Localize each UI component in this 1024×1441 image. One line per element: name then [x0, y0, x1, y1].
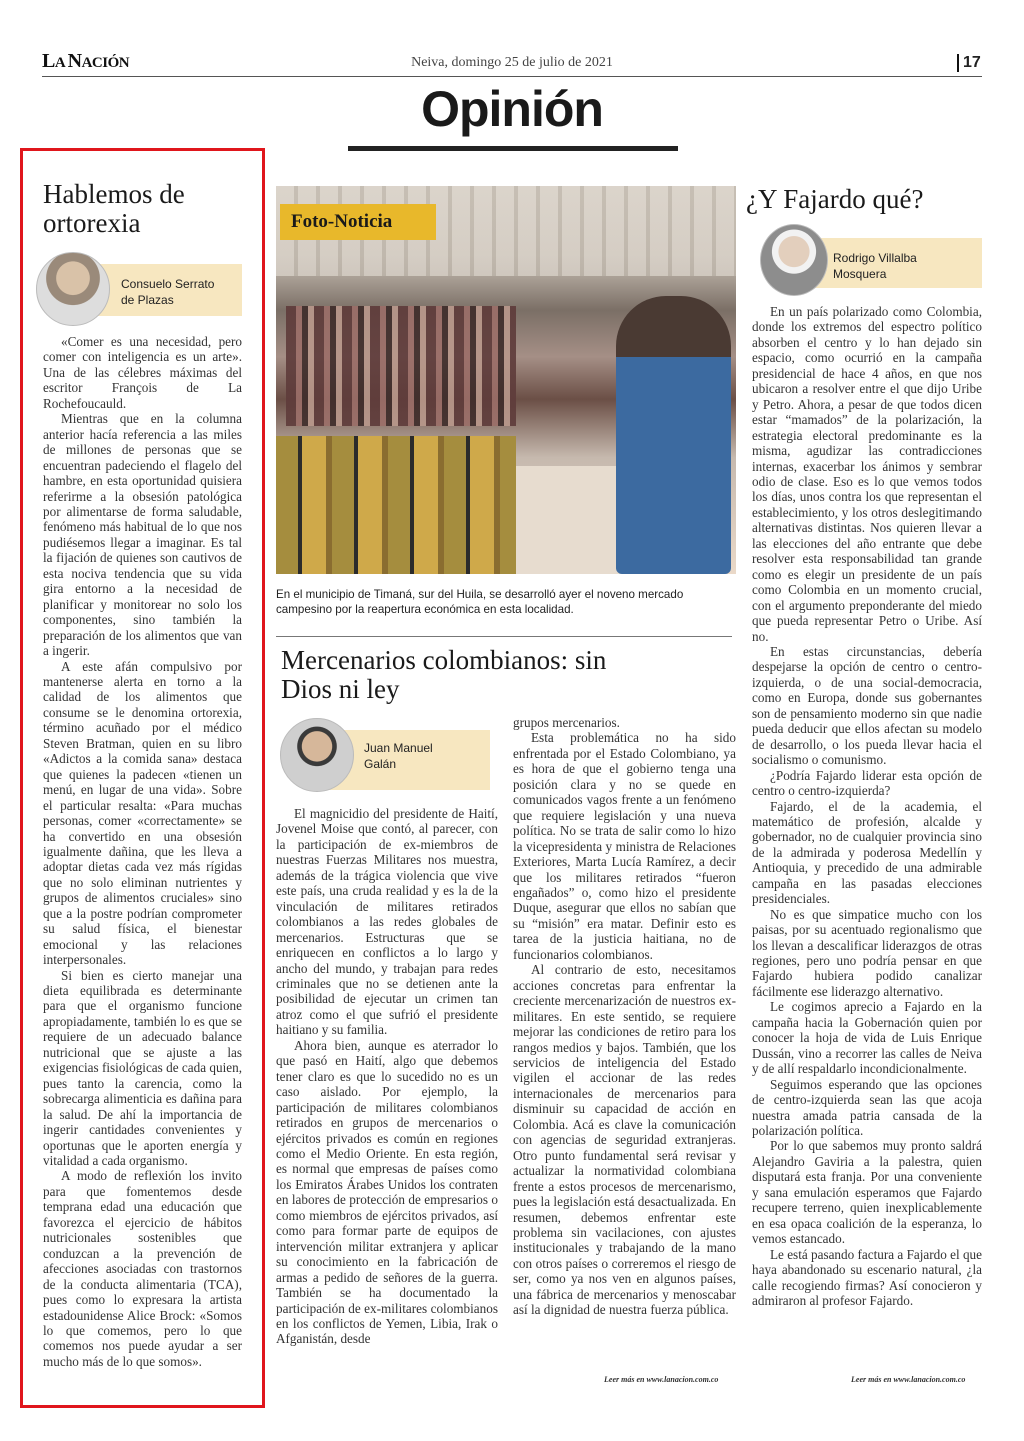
paragraph: El magnicidio del presidente de Haití, Jovenel Moise que contó, al parecer, con la participación de ex-miembros de nuestras Fuerzas Militares nos muestra, además de la trágica violencia que vive este país, una cruda realidad y es la de la vinculación de militares retirados colombianos a las redes globales de mercenarios. Estructuras que se enriquecen en conflictos a lo largo y ancho del mundo, y trabajan para redes criminales que no se detienen ante la posibilidad de ejecutar un crimen tan atroz como el que sufrió el presidente haitiano y su familia.: [276, 806, 498, 1038]
middle-article-column-1: [276, 806, 498, 1347]
paragraph: A modo de reflexión los invito para que fomentemos desde temprana edad una educación que favorezca el ejercicio de hábitos nutricionales sostenibles que conduzcan a la prevención de afecciones asociadas con trastornos de la conducta alimentaria (TCA), pues como lo expresara la artista estadounidense Alice Brock: «Somos lo que comemos, pero lo que comemos nos puede ayudar a ser mucho más de lo que somos».: [43, 1168, 242, 1369]
paragraph: Ahora bien, aunque es aterrador lo que pasó en Haití, algo que debemos tener claro es que lo sucedido no es un caso aislado. Por ejemplo, la participación de militares colombianos retirados en grupos de mercenarios o ejércitos privados es común en regiones como el Medio Oriente. En esta región, es normal que empresas de países como los Emiratos Árabes Unidos los contraten en labores de protección de empresarios o como miembros de ejércitos privados, así como para formar parte de equipos de intervención militar extranjera y aplicar su conocimiento en la fabricación de armas a pedido de señores de la guerra. También se ha documentado la participación de ex-militares colombianos en los conflictos de Yemen, Libia, Irak o Afganistán, desde: [276, 1037, 498, 1347]
dateline: Neiva, domingo 25 de julio de 2021: [411, 55, 613, 70]
paragraph: Mientras que en la columna anterior hacía referencia a las miles de millones de personas que se encuentran padeciendo el flagelo del hambre, en esta oportunidad quisiera referirme a la obsesión patológica por alimentarse de forma saludable, fenómeno más habitual de lo que nos pudiésemos llegar a imaginar. Es tal la fijación de quienes son cautivos de esta nociva tendencia que su vida gira entorno a la necesidad de planificar y monitorear no solo los componentes, sino también la preparación de los alimentos que van a ingerir.: [43, 411, 242, 659]
middle-article-column-2: [513, 715, 736, 1318]
paragraph: grupos mercenarios.: [513, 715, 620, 730]
foto-noticia-tag: Foto-Noticia: [280, 204, 436, 240]
paragraph: Esta problemática no ha sido enfrentada por el Estado Colombiano, ya es hora de que el gobierno tenga una posición clara y no se quede en comunicados vagos frente a un fenómeno que requiere legislación y una nueva política. No se trata de salir como lo hizo la vicepresidenta y ministra de Relaciones Exteriores, Marta Lucía Ramírez, a decir que los militares retirados “fueron engañados” o, como hizo el presidente Duque, asegurar que ellos no sabían que su “misión” era matar. Definir esto es tarea de la justicia haitiana, no de funcionarios colombianos.: [513, 730, 736, 962]
author-name-line: Consuelo Serrato: [121, 277, 215, 291]
page-number: 17: [957, 54, 981, 72]
right-author-name: [833, 250, 973, 282]
right-article-headline: ¿Y Fajardo qué?: [746, 184, 924, 214]
paragraph: Le está pasando factura a Fajardo el que haya abandonado su escenario natural, ¿la calle recogiendo firmas? Así conocieron y admiraron al profesor Fajardo.: [752, 1246, 982, 1308]
section-underline: [348, 146, 678, 151]
newspaper-logo: LA NACIÓN: [42, 50, 130, 72]
paragraph: No es que simpatice mucho con los paisas, por su acentuado regionalismo que los llevan a descalificar liderazgos de otras regiones, pero uno podría pensar en que Fajardo hubiera podido canalizar fácilmente ese liderazgo alternativo.: [752, 906, 982, 999]
paragraph: ¿Podría Fajardo liderar esta opción de centro o centro-izquierda?: [752, 767, 982, 799]
left-article-headline: Hablemos de ortorexia: [43, 179, 185, 238]
photo-textiles: [286, 306, 516, 426]
middle-article-headline: Mercenarios colombianos: sin Dios ni ley: [281, 645, 607, 704]
left-author-name: [121, 276, 241, 308]
middle-divider: [276, 636, 732, 637]
header-divider: [42, 76, 982, 77]
author-name-line: Mosquera: [833, 267, 887, 281]
paragraph: En un país polarizado como Colombia, donde los extremos del espectro político absorben el centro y lo han dejado sin espacio, como ocurrió en la campaña presidencial de hace 4 años, en que nos ubicaron a resolver entre el que dijo Uribe y Petro. Ahora, a pesar de que todos dicen estar “mamados” de la polarización, la estrategia electoral predominante es la misma, agudizar las contradicciones internas, exacerbar los ánimos y sembrar odio de clase. Eso es lo que vemos todos los días, unos contra los que representan el establecimiento, y los otros deslegitimando alternativas distintas. Nos quieren llevar a las elecciones del año entrante que debe resolver esta responsabilidad tan grande como es elegir un presidente de un país como Colombia en un momento crucial, con el argumento preponderante del miedo que pueda representar Petro o Uribe. Así no.: [752, 304, 982, 644]
middle-read-more-link[interactable]: Leer más en www.lanacion.com.co: [604, 1375, 719, 1384]
market-photo: [276, 186, 736, 574]
paragraph: Le cogimos aprecio a Fajardo en la campaña hacia la Gobernación quien por conocer la hoja de vida de Luis Enrique Dussán, vino a recorrer las calles de Neiva y de allí respaldarlo incondicionalmente.: [752, 999, 982, 1077]
left-author-avatar: [36, 252, 110, 326]
photo-caption: En el municipio de Timaná, sur del Huila, se desarrolló ayer el noveno mercado campesino por la reapertura económica en esta localidad.: [276, 588, 684, 616]
photo-person: [616, 296, 731, 574]
author-name-line: de Plazas: [121, 293, 174, 307]
paragraph: Si bien es cierto manejar una dieta equilibrada es determinante para que el organismo funcione apropiadamente, también lo es que se requiere de un adecuado balance nutricional que se ajuste a las exigencias fisiológicas de cada quien, pues tanto la carencia, como la sobrecarga alimenticia es dañina para la salud. De ahí la importancia de ingerir cantidades convenientes y oportunas que le aporten energía y vitalidad a cada organismo.: [43, 967, 242, 1169]
author-name-line: Galán: [364, 757, 397, 771]
left-article-body: [43, 334, 242, 1369]
middle-author-name: [364, 740, 484, 772]
paragraph: «Comer es una necesidad, pero comer con inteligencia es un arte». Una de las célebres máximas del escritor François de La Rochefoucauld.: [43, 334, 242, 411]
author-name-line: Rodrigo Villalba: [833, 251, 917, 265]
paragraph: En estas circunstancias, debería despejarse la opción de centro o centro-izquierda, o de una social-democracia, como en Europa, donde sus gobernantes son de pensamiento moderno sin que nadie pueda deducir que ellos afectan su modelo de desarrollo, o los pueda llevar hacia el socialismo o comunismo.: [752, 643, 982, 768]
middle-author-avatar: [280, 718, 354, 792]
right-read-more-link[interactable]: Leer más en www.lanacion.com.co: [851, 1375, 966, 1384]
paragraph: Al contrario de esto, necesitamos acciones concretas para enfrentar la creciente mercenarización de nuestros ex-militares. En este sentido, se requiere mejorar las condiciones de retiro para los rangos medios y bajos. También, que los servicios de inteligencia del Estado vigilen el accionar de las redes internacionales de mercenarios para disminuir su capacidad de acción en Colombia. Acá es clave la comunicación con agencias de seguridad extranjeras. Otro punto fundamental será revisar y actualizar la normatividad colombiana frente a estos procesos de mercenarismo, pues la legislación está desactualizada. En resumen, debemos enfrentar este problema sin vacilaciones, con ajustes institucionales y trabajando de la mano con otros países o correremos el riesgo de ser, como ya nos ven en algunos países, una fábrica de mercenarios y menoscabar así la dignidad de nuestra fuerza pública.: [513, 962, 736, 1318]
paragraph: Por lo que sabemos muy pronto saldrá Alejandro Gaviria a la palestra, quien disputará esta franja. Por una conveniente y sana emulación esperamos que Fajardo recupere terreno, quien inexplicablemente en esa opaca coalición de la esperanza, lo vemos estancado.: [752, 1138, 982, 1247]
photo-bags: [276, 436, 516, 574]
author-name-line: Juan Manuel: [364, 741, 433, 755]
section-title: Opinión: [421, 81, 603, 137]
paragraph: A este afán compulsivo por mantenerse alerta en torno a la calidad de los alimentos que consume se le denomina ortorexia, término acuñado por el médico Steven Bratman, quien en su libro «Adictos a la comida sana» destaca que quienes la padecen «tienen un menú, en lugar de una vida». Sobre el particular resalta: «Para muchas personas, comer «correctamente» se ha convertido en una obsesión igualmente dañina, que les lleva a adoptar dietas cada vez más rígidas que no solo eliminan nutrientes y grupos de alimentos cruciales» sino que a la postre podrían comprometer su salud física, el bienestar emocional y las relaciones interpersonales.: [43, 658, 242, 968]
right-author-avatar: [760, 224, 828, 296]
paragraph: Seguimos esperando que las opciones de centro-izquierda sean las que acoja nuestra amada patria cansada de la polarización política.: [752, 1076, 982, 1139]
right-article-body: [752, 304, 982, 1308]
paragraph: Fajardo, el de la academia, el matemático de profesión, alcalde y gobernador, no de cualquier provincia sino de la admirada y poderosa Medellín y Antioquia, y precedido de una admirable campaña en las pasadas elecciones presidenciales.: [752, 798, 982, 907]
